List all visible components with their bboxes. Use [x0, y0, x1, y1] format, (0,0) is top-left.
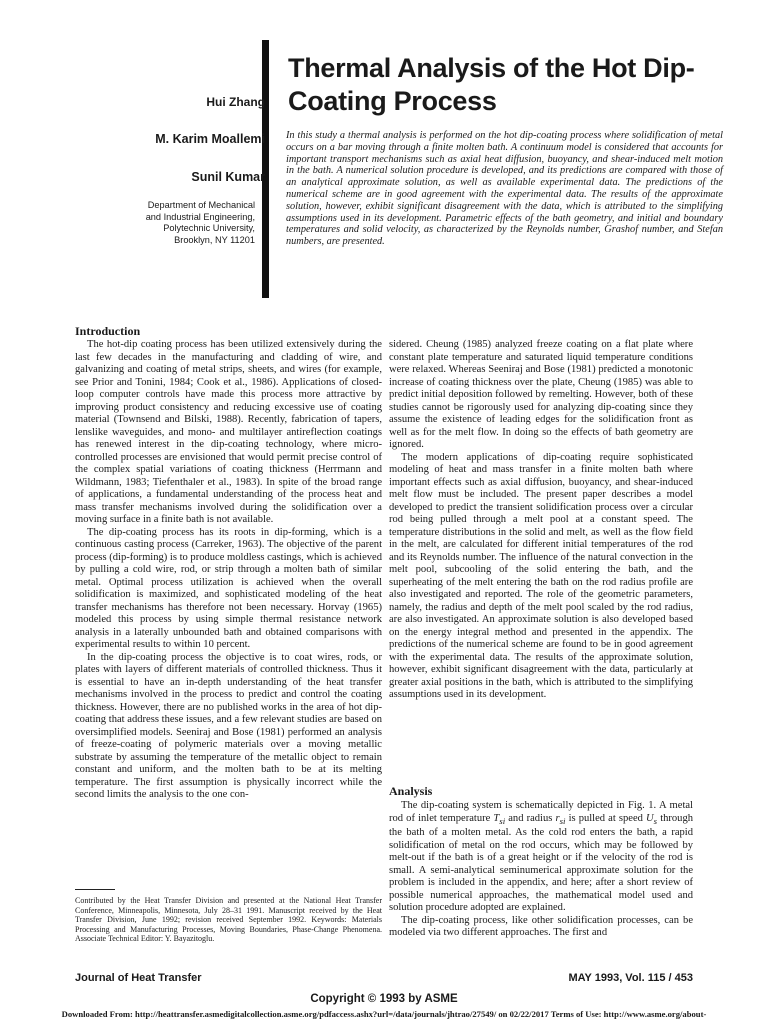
- text-run: The dip-coating system is schematically depicted in Fig. 1. A metal rod of inlet temperature: [389, 800, 693, 824]
- analysis-text: [389, 800, 693, 940]
- symbol-U: $U_s$: [646, 812, 658, 826]
- paragraph: The hot-dip coating process has been utilized extensively during the last few decades in the manufacturing and cladding of wire, and galvanizing and coating of metal strips, sheets, and wires (for example, see Prior and Tonini, 1984; Cook et al., 1986). Applications of closed-loop computer controls have made this process more attractive by improving product consistency and reducing excessive use of coating material (Townsend and Bilski, 1988). Recently, fabrication of tapers, lenslike waveguides, and mono- and multilayer antireflection coatings has renewed interest in the dip-coating technology, where micro-controlled processes are envisioned that would permit precise control of the complex spatial variations of coating thickness (Herrmann and Wildmann, 1983; Tiefenthaler et al., 1983). In spite of the broad range of applications, a fundamental understanding of the process heat and mass transfer mechanisms involved during the solidification over a moving surface in a finite bath is not available.: [75, 339, 382, 525]
- footnote-rule: [75, 889, 115, 890]
- author-name: Hui Zhang: [206, 95, 265, 109]
- left-column: [75, 339, 382, 802]
- issue-info: MAY 1993, Vol. 115 / 453: [568, 972, 693, 984]
- section-heading-analysis: Analysis: [389, 784, 433, 798]
- abstract: In this study a thermal analysis is performed on the hot dip-coating process where solidification of metal occurs on a bar moving through a finite molten bath. A continuum model is considered that accounts for important transport mechanisms such as axial heat diffusion, buoyancy, and shear-induced melt motion in the bath. A numerical solution procedure is developed, and its predictions are compared with those of an analytical approximate solution, as well as available experimental data. The predictions of the numerical scheme are in good agreement with the experimental data. The results of the approximate solution, however, exhibit significant disagreement with the data, which is attributed to the simplifying assumptions used in its development. Parametric effects of the bath geometry, and initial and boundary temperatures and solid velocity, as characterized by the Reynolds number, Grashof number, and Stefan numbers, are presented.: [286, 130, 723, 248]
- symbol-r: $r_{si}$: [555, 812, 566, 826]
- text-run: through the bath of a molten metal. As the cold rod enters the bath, a rapid solidification of metal on the rod occurs, which may be followed by melt-out if the bath is of a great height or if the velocity of the rod is small. A semi-analytical seminumerical approximate solution for the problem is included in the appendix, and here; after a short review of possible numerical approaches, the mathematical model used and solution procedure adopted are explained.: [389, 812, 693, 914]
- paragraph: The dip-coating process, like other solidification processes, can be modeled via two different approaches. The first and: [389, 914, 693, 939]
- footnote: Contributed by the Heat Transfer Division and presented at the National Heat Transfer Conference, Minneapolis, Minnesota, July 28–31 1991. Manuscript received by the Heat Transfer Division, June 1992; revision received September 1992. Keywords: Materials Processing and Manufacturing Processes, Moving Boundaries, Phase-Change Phenomena. Associate Technical Editor: Y. Bayazitoglu.: [75, 896, 382, 944]
- paragraph: In the dip-coating process the objective is to coat wires, rods, or plates with layers of different materials of controlled thickness. Thus it is essential to have an in-depth understanding of the heat transfer mechanisms involved in the process to predict and control the coating thickness. However, there are no published works in the area of hot dip-coating that address these issues, and a few relevant studies are based on oversimplified models. Seeniraj and Bose (1981) performed an analysis of freeze-coating of polymeric materials over a moving metallic substrate by assuming the temperature of the metallic object to remain constant and uniform, and the molten bath to be at its melting temperature. The first assumption is physically incorrect while the second limits the analysis to the one con-: [75, 651, 382, 800]
- paragraph: The modern applications of dip-coating require sophisticated modeling of heat and mass transfer in a finite molten bath where important effects such as axial diffusion, buoyancy, and shear-induced melt flow must be included. The present paper describes a model developed to predict the transient solidification process over a circular rod being pulled through a melt pool at a constant speed. The temperature distributions in the solid and melt, as well as the flow field in the melt, are calculated for different initial temperatures of the rod and its Reynolds number. The influence of the natural convection in the melt pool, subcooling of the solid entering the bath, and the superheating of the melt entering the bath on the rod radius profile are also investigated and reported. The role of the geometric parameters, namely, the radius and depth of the melt pool scaled by the rod radius, are also investigated. An approximate solution is also developed based on the energy integral method and presented in the appendix. The predictions of the numerical scheme are found to be in good agreement with the experimental data. The results of the approximate solution, however, exhibit significant disagreement with the data, particularly at greater axial positions in the bath, which is attributed to the simplifying assumptions used in its development.: [389, 451, 693, 700]
- copyright-notice: Copyright © 1993 by ASME: [310, 993, 458, 1005]
- affiliation-line: Polytechnic University,: [163, 223, 255, 234]
- title-rule: [262, 40, 269, 298]
- paragraph: [389, 800, 693, 915]
- author-name: Sunil Kumar: [191, 170, 265, 184]
- text-run: and radius: [505, 812, 556, 824]
- right-column: [389, 339, 693, 702]
- affiliation-line: and Industrial Engineering,: [145, 211, 255, 222]
- author-name: M. Karim Moallemi: [155, 132, 265, 146]
- symbol-T: $T_{si}$: [493, 812, 506, 826]
- affiliation: [110, 200, 255, 247]
- paper-title: Thermal Analysis of the Hot Dip-Coating Process: [288, 53, 695, 116]
- affiliation-line: Department of Mechanical: [147, 200, 255, 210]
- section-heading-introduction: Introduction: [75, 324, 141, 338]
- download-info-link[interactable]: Downloaded From: http://heattransfer.asmedigitalcollection.asme.org/pdfaccess.ashx?url=/data/journals/jhtrao/27549/ on 02/22/2017 Terms of Use: http://www.asme.org/about-: [61, 1009, 707, 1019]
- text-run: is pulled at speed: [565, 812, 647, 824]
- paragraph: The dip-coating process has its roots in dip-forming, which is a continuous casting process (Carreker, 1963). The objective of the parent process (dip-forming) is to produce moldless castings, which is achieved by pulling a cold wire, rod, or strip through a molten bath of similar metal. Optimal process utilization is achieved when the overall solidification is maximized, and sophisticated modeling of the heat transfer mechanisms has therefore not been necessary. Horvay (1965) modeled this process by using simple thermal resistance network analysis in a laterally unbounded bath and obtained comparisons with experimental results to within 10 percent.: [75, 526, 382, 650]
- journal-name: Journal of Heat Transfer: [75, 972, 202, 984]
- paragraph: sidered. Cheung (1985) analyzed freeze coating on a flat plate where constant plate temperature and saturated liquid temperature conditions were relaxed. Whereas Seeniraj and Bose (1981) predicted a monotonic increase of coating thickness over the plate, Cheung (1985) was able to predict initial deposition followed by remelting. However, both of these studies cannot be rigorously used for analyzing dip-coating since they assume the existence of leading edges for the solidification front as well as for the melt flow. In doing so the effects of bath geometry are ignored.: [389, 339, 693, 450]
- affiliation-line: Brooklyn, NY 11201: [174, 235, 255, 246]
